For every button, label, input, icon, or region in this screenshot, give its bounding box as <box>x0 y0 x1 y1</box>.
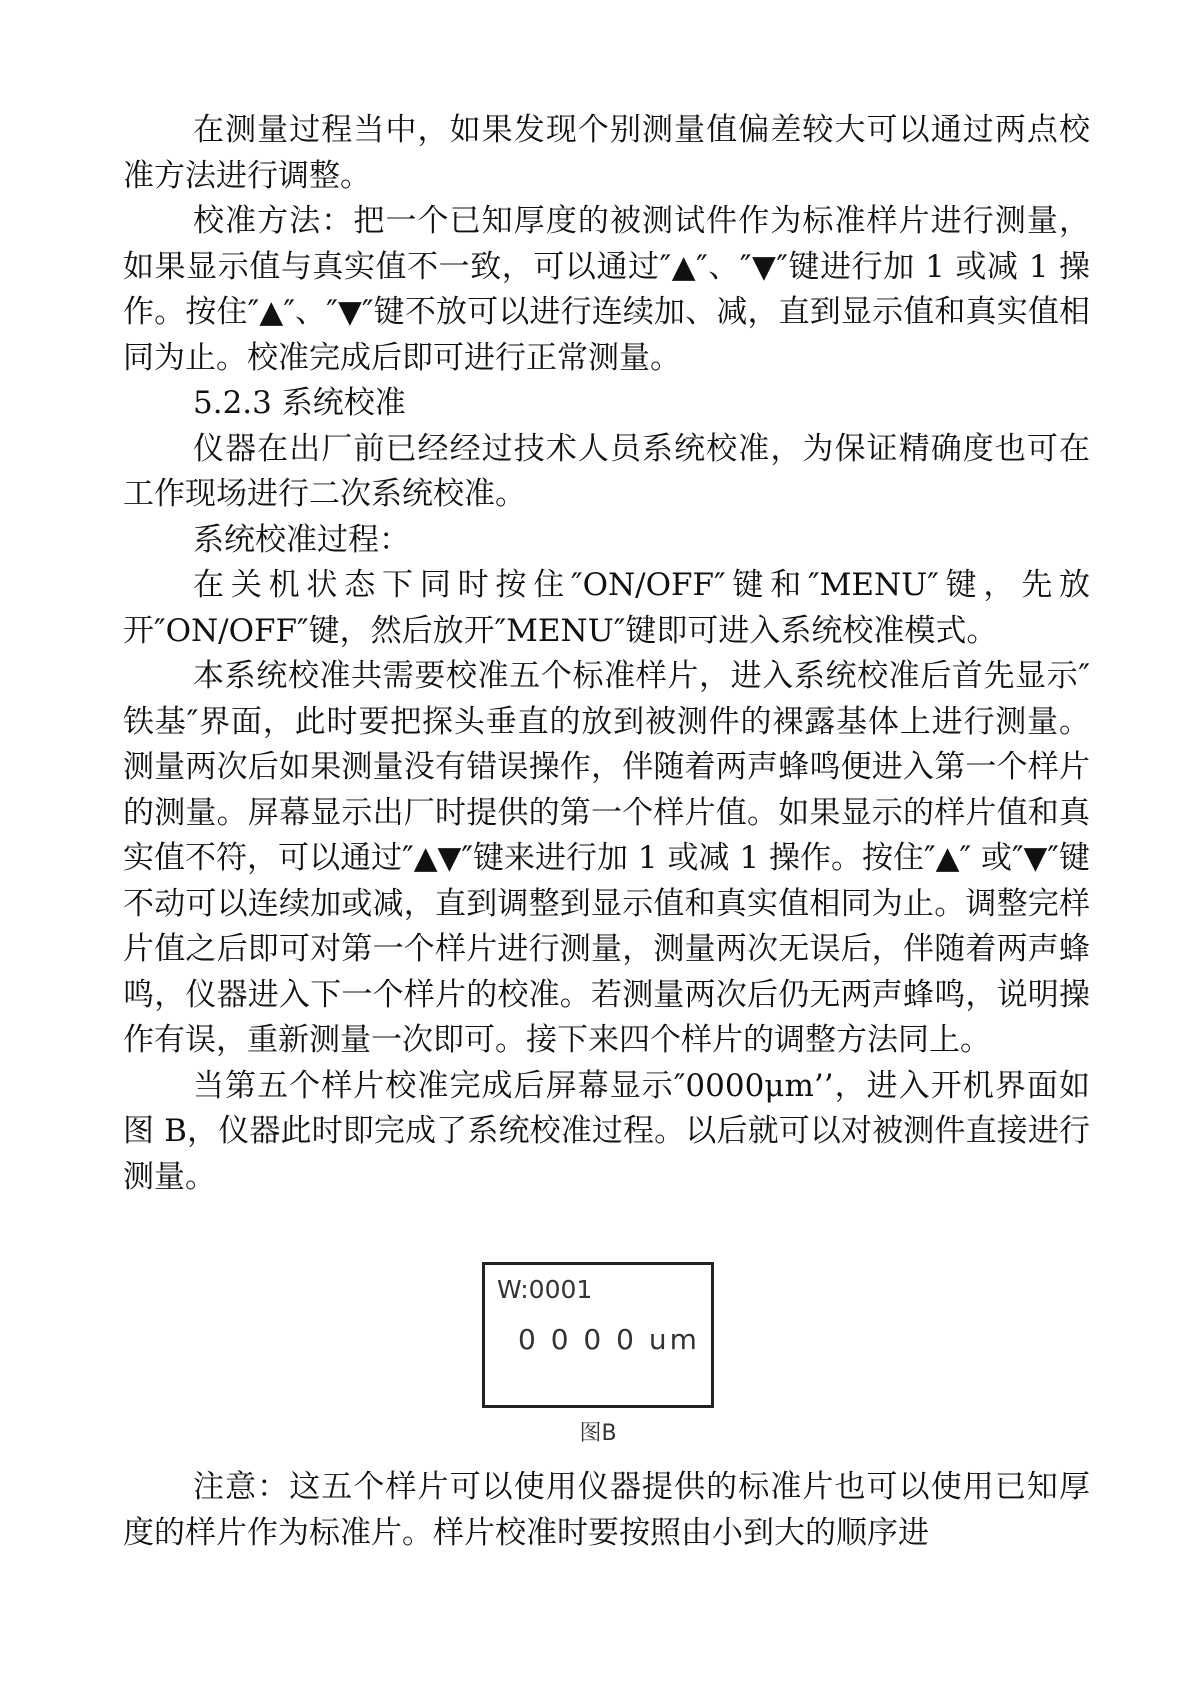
paragraph-procedure: 本系统校准共需要校准五个标准样片，进入系统校准后首先显示″铁基″界面，此时要把探头垂直的放到被测件的裸露基体上进行测量。测量两次后如果测量没有错误操作，伴随着两声蜂鸣便进入第一个样片的测量。屏幕显示出厂时提供的第一个样片值。如果显示的样片值和真实值不符，可以通过″▲▼″键来进行加 1 或减 1 操作。按住″▲″ 或″▼″键不动可以连续加或减，直到调整到显示值和真实值相同为止。调整完样片值之后即可对第一个样片进行测量，测量两次无误后，伴随着两声蜂鸣，仪器进入下一个样片的校准。若测量两次后仍无两声蜂鸣，说明操作有误，重新测量一次即可。接下来四个样片的调整方法同上。 <box>123 658 1090 1058</box>
paragraph-process-label: 系统校准过程： <box>193 521 410 558</box>
paragraph-factory-calibration: 仪器在出厂前已经经过技术人员系统校准，为保证精确度也可在工作现场进行二次系统校准。 <box>123 430 1090 512</box>
paragraph-completion: 当第五个样片校准完成后屏幕显示″0000μm’’，进入开机界面如图 B，仪器此时即完成了系统校准过程。以后就可以对被测件直接进行测量。 <box>123 1067 1090 1195</box>
section-heading: 5.2.3 系统校准 <box>193 385 406 421</box>
paragraph-enter-mode: 在关机状态下同时按住″ON/OFF″键和″MENU″键，先放开″ON/OFF″键，然后放开″MENU″键即可进入系统校准模式。 <box>123 567 1090 649</box>
note-section <box>123 1465 1090 1556</box>
lcd-display <box>482 1262 714 1408</box>
paragraph-calibration-method: 校准方法：把一个已知厚度的被测试件作为标准样片进行测量，如果显示值与真实值不一致，可以通过″▲″、″▼″键进行加 1 或减 1 操作。按住″▲″、″▼″键不放可以进行连续加、减，直到显示值和真实值相同为止。校准完成后即可进行正常测量。 <box>123 203 1090 376</box>
document-body <box>123 108 1090 1200</box>
paragraph-intro: 在测量过程当中，如果发现个别测量值偏差较大可以通过两点校准方法进行调整。 <box>123 112 1090 194</box>
lcd-line-2: 0 0 0 0 um <box>518 1323 700 1356</box>
figure-caption: 图B <box>579 1421 617 1446</box>
figure-b <box>482 1262 722 1447</box>
lcd-line-1: W:0001 <box>497 1275 593 1304</box>
paragraph-note: 注意：这五个样片可以使用仪器提供的标准片也可以使用已知厚度的样片作为标准片。样片校准时要按照由小到大的顺序进 <box>123 1469 1090 1551</box>
